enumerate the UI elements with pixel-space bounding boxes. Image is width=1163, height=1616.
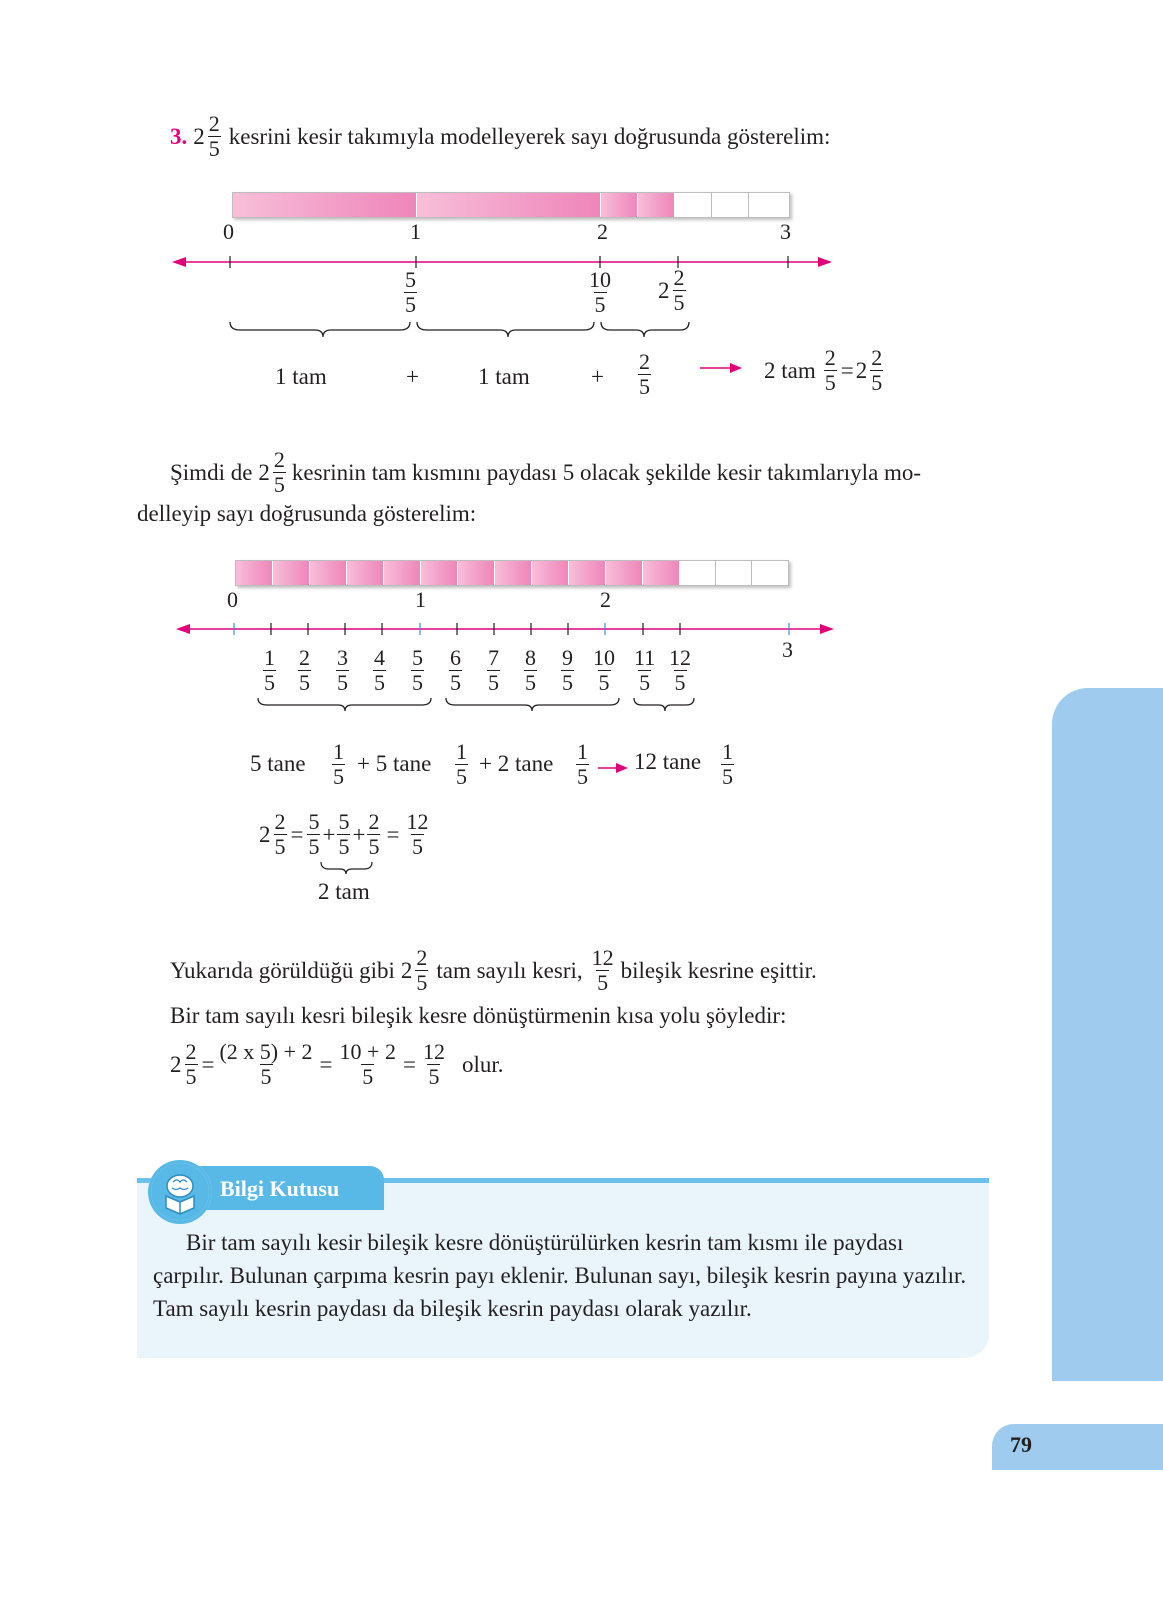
fifth-cell [643,561,680,585]
sum2-row: 5 tane $\frac{1}{5}$ + 5 tane $\frac{1}{5}$ + 2 tane $\frac{1}{5}$ 12 tane $\frac{1}{5}$ [250,739,733,789]
fifth-cell [421,561,458,585]
fifth-cell [310,561,347,585]
side-tab [1052,688,1163,1381]
paragraph-1-line2: delleyip sayı doğrusunda gösterelim: [137,501,477,526]
fifth-cell [495,561,532,585]
label-fifth: $\frac{5}{5}$ [412,645,423,695]
empty-fifth [752,561,788,585]
fifth-cell [606,561,643,585]
bar2-tick-0: 0 [227,587,238,612]
fifth-cell [273,561,310,585]
brain-box-icon [148,1160,212,1224]
fifth-cell [532,561,569,585]
fifth-cell [458,561,495,585]
label-fifth: $\frac{3}{5}$ [337,645,348,695]
fraction-bar-2 [235,560,789,586]
label-fifth: $\frac{11}{5}$ [634,645,656,695]
sum1-frac: $\frac{2}{5}$ [639,349,650,399]
sum1-part1: 1 tam [275,364,327,389]
label-fifth: $\frac{7}{5}$ [488,645,499,695]
bar1-tick-3: 3 [780,219,791,244]
heading-text: kesrini kesir takımıyla modelleyerek sayı doğrusunda gösterelim: [228,123,831,149]
sum1-part2: 1 tam [478,364,530,389]
label-fifth: $\frac{4}{5}$ [374,645,385,695]
fifth-cell [384,561,421,585]
bar2-tick-2: 2 [600,587,611,612]
empty-fifth [716,561,752,585]
fifths-labels [0,646,1163,702]
label-fifth: $\frac{2}{5}$ [299,645,310,695]
label-fifth: $\frac{12}{5}$ [669,645,691,695]
brace-label-2-tam: 2 tam [318,879,370,904]
label-fifth: $\frac{9}{5}$ [562,645,573,695]
empty-fifth [680,561,716,585]
bar1-tick-0: 0 [223,219,234,244]
bar2-tick-3: 3 [782,637,793,662]
label-fifth: $\frac{10}{5}$ [593,645,615,695]
fifth-cell [569,561,606,585]
mixed-number: 2 $\frac{2}{5}$ [193,111,220,161]
bar2-tick-1: 1 [415,587,426,612]
formula-row: 2 $\frac{2}{5}$ = $\frac{(2 x 5) + 2}{5}$ = $\frac{10 + 2}{5}$ = $\frac{12}{5}$ olur. [170,1039,504,1089]
fifth-cell [347,561,384,585]
exercise-number: 3. [170,123,188,149]
page-number: 79 [1010,1432,1032,1457]
sum1-result: 2 tam $\frac{2}{5}$ = 2 $\frac{2}{5}$ [764,345,883,395]
label-fifth: $\frac{6}{5}$ [450,645,461,695]
sum1-plus2: + [591,364,604,389]
label-10-5: $\frac{10}{5}$ [589,267,611,317]
bar1-tick-2: 2 [597,219,608,244]
paragraph-1-line1: Şimdi de 2 $\frac{2}{5}$ kesrinin tam kısmını paydası 5 olacak şekilde kesir takımlarıyla mo- [170,447,922,497]
paragraph-2-line1: Yukarıda görüldüğü gibi 2 $\frac{2}{5}$ tam sayılı kesri, $\frac{12}{5}$ bileşik kesrine eşittir. [170,945,817,995]
paragraph-2-line2: Bir tam sayılı kesri bileşik kesre dönüştürmenin kısa yolu şöyledir: [170,1003,787,1028]
info-box-title: Bilgi Kutusu [220,1176,340,1201]
label-5-5: $\frac{5}{5}$ [405,267,416,317]
label-fifth: $\frac{1}{5}$ [264,645,275,695]
sum1-plus1: + [406,364,419,389]
equation-row: 2 $\frac{2}{5}$ = $\frac{5}{5}$ + $\frac{5}{5}$ + $\frac{2}{5}$ = $\frac{12}{5}$ [259,809,429,859]
label-fifth: $\frac{8}{5}$ [525,645,536,695]
fifth-cell [236,561,273,585]
bar1-tick-1: 1 [410,219,421,244]
info-box-text: Bir tam sayılı kesir bileşik kesre dönüştürülürken kesrin tam kısmı ile paydası çarpılır. Bulunan çarpıma kesrin payı eklenir. Bulunan sayı, bileşik kesrin payına yazılır. Tam sayılı kesrin paydası da bileşik kesrin paydası olarak yazılır. [153,1230,967,1321]
label-2-2-5: 2 $\frac{2}{5}$ [658,265,685,315]
